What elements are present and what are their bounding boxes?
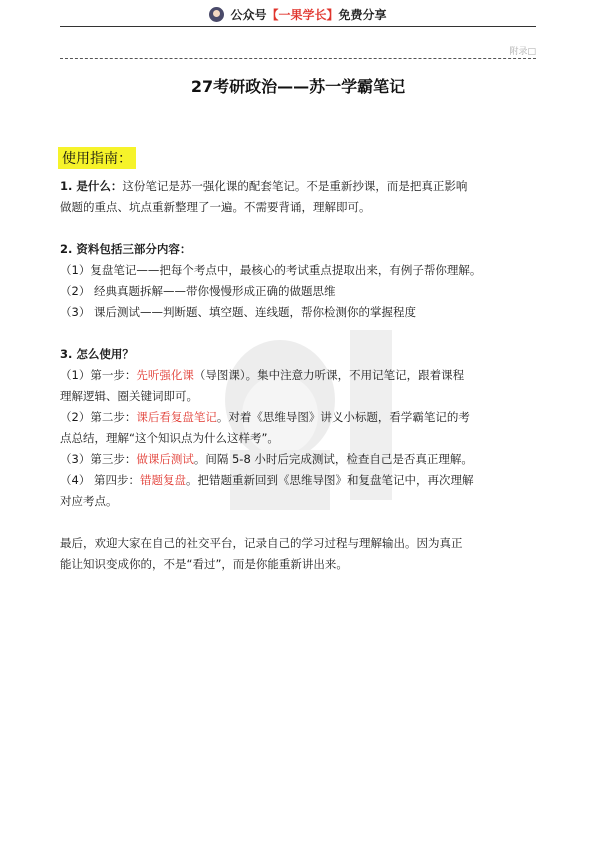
header-brand: 【一果学长】 xyxy=(266,7,339,22)
closing-line1: 最后，欢迎大家在自己的社交平台，记录自己的学习过程与理解输出。因为真正 xyxy=(60,536,463,550)
section2-item: （3） 课后测试——判断题、填空题、连线题，帮你检测你的掌握程度 xyxy=(60,305,416,319)
book-icon: □ xyxy=(527,47,536,57)
section3-heading: 3. 怎么使用？ xyxy=(60,347,134,361)
step-2-cont: 点总结，理解“这个知识点为什么这样考”。 xyxy=(60,431,279,445)
guide-content xyxy=(60,176,542,575)
step-4 xyxy=(60,470,542,491)
page-title: 27考研政治——苏一学霸笔记 xyxy=(190,77,406,96)
section1-text1: 这份笔记是苏一强化课的配套笔记。不是重新抄课，而是把真正影响 xyxy=(122,179,468,193)
section1-lead: 1. 是什么： xyxy=(60,179,123,193)
step-prefix: （3）第三步： xyxy=(60,452,137,466)
header-prefix: 公众号 xyxy=(230,7,267,22)
appendix-tag xyxy=(509,44,536,57)
appendix-tag-label: 附录 xyxy=(509,47,528,57)
step-highlight: 先听强化课 xyxy=(136,368,194,382)
step-prefix: （4） 第四步： xyxy=(60,473,140,487)
section2-item: （2） 经典真题拆解——带你慢慢形成正确的做题思维 xyxy=(60,284,336,298)
header-suffix: 免费分享 xyxy=(338,7,387,22)
step-1-cont: 理解逻辑、圈关键词即可。 xyxy=(60,389,198,403)
header-rule xyxy=(60,26,536,27)
step-rest: 。把错题重新回到《思维导图》和复盘笔记中，再次理解 xyxy=(185,473,474,487)
step-rest: 。对着《思维导图》讲义小标题，看学霸笔记的考 xyxy=(216,410,470,424)
section2-heading: 2. 资料包括三部分内容： xyxy=(60,242,192,256)
step-3 xyxy=(60,449,542,470)
step-highlight: 课后看复盘笔记 xyxy=(136,410,217,424)
dashed-divider xyxy=(60,58,536,59)
section1-line2: 做题的重点、坑点重新整理了一遍。不需要背诵，理解即可。 xyxy=(60,200,371,214)
step-rest: 。间隔 5-8 小时后完成测试，检查自己是否真正理解。 xyxy=(193,452,473,466)
page-header xyxy=(0,4,596,24)
step-rest: （导图课）。集中注意力听课，不用记笔记，跟着课程 xyxy=(193,368,465,382)
section1-line1 xyxy=(60,176,542,197)
section2-item: （1）复盘笔记——把每个考点中，最核心的考试重点提取出来，有例子帮你理解。 xyxy=(60,263,482,277)
avatar-icon xyxy=(209,7,224,22)
step-2 xyxy=(60,407,542,428)
step-prefix: （2）第二步： xyxy=(60,410,137,424)
step-highlight: 错题复盘 xyxy=(139,473,186,487)
guide-label: 使用指南： xyxy=(58,147,136,169)
step-highlight: 做课后测试 xyxy=(136,452,194,466)
step-1 xyxy=(60,365,542,386)
closing-line2: 能让知识变成你的，不是“看过”，而是你能重新讲出来。 xyxy=(60,557,348,571)
step-prefix: （1）第一步： xyxy=(60,368,137,382)
step-4-cont: 对应考点。 xyxy=(60,494,118,508)
